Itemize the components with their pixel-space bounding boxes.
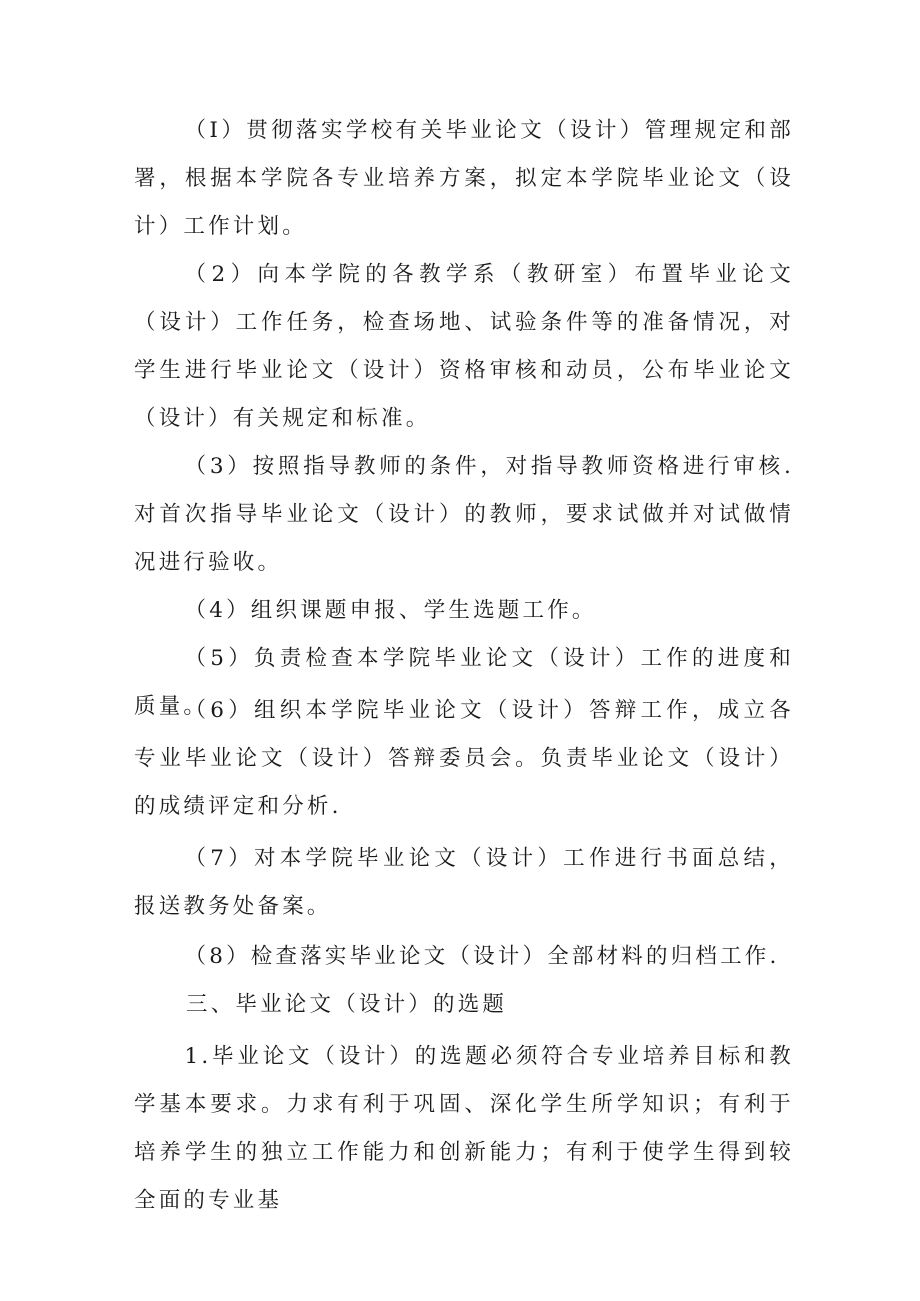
paragraph-item-7: （7）对本学院毕业论文（设计）工作进行书面总结，报送教务处备案。 [134, 846, 794, 919]
paragraph-item-3: （3）按照指导教师的条件，对指导教师资格进行审核.对首次指导毕业论文（设计）的教师，要求试做并对试做情况进行验收。 [134, 454, 794, 575]
paragraph-item-2: （2）向本学院的各教学系（教研室）布置毕业论文（设计）工作任务，检查场地、试验条件等的准备情况，对学生进行毕业论文（设计）资格审核和动员，公布毕业论文（设计）有关规定和标准。 [134, 262, 794, 431]
paragraph-item-6: （6）组织本学院毕业论文（设计）答辩工作，成立各专业毕业论文（设计）答辩委员会。负责毕业论文（设计）的成绩评定和分析. [134, 698, 794, 819]
paragraph-item-4: （4）组织课题申报、学生选题工作。 [184, 598, 597, 623]
section-paragraph: 1.毕业论文（设计）的选题必须符合专业培养目标和教学基本要求。力求有利于巩固、深化学生所学知识；有利于培养学生的独立工作能力和创新能力；有利于使学生得到较全面的专业基 [134, 1044, 794, 1213]
paragraph-item-8: （8）检查落实毕业论文（设计）全部材料的归档工作. [184, 944, 780, 969]
section-heading: 三、毕业论文（设计）的选题 [186, 992, 508, 1017]
paragraph-item-1: （I）贯彻落实学校有关毕业论文（设计）管理规定和部署，根据本学院各专业培养方案，拟定本学院毕业论文（设计）工作计划。 [134, 118, 794, 239]
paragraph-item-5: （5）负责检查本学院毕业论文（设计）工作的进度和质量。 [134, 646, 794, 719]
